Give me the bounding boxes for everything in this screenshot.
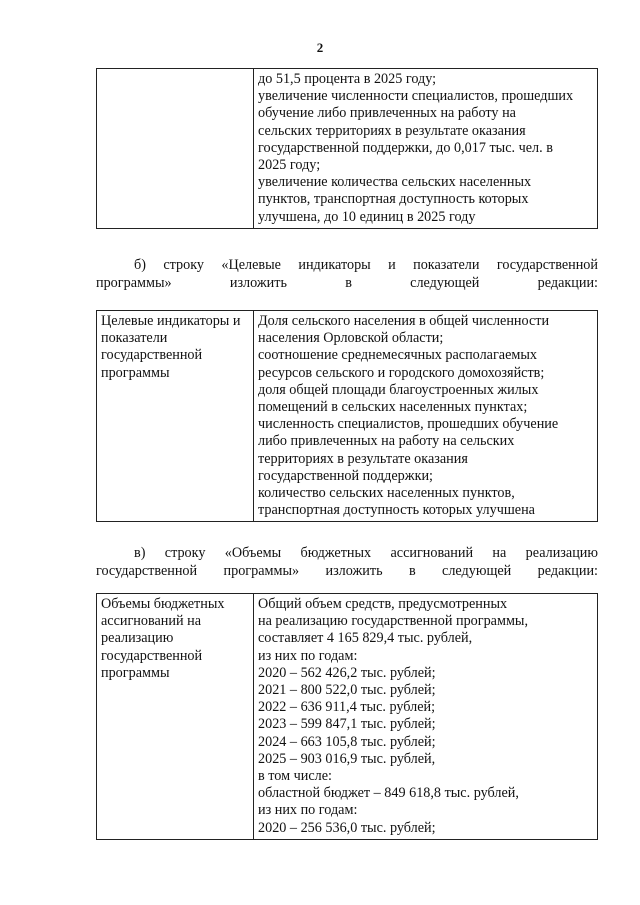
text-line: государственной bbox=[101, 347, 203, 364]
text-line: Доля сельского населения в общей численности bbox=[258, 313, 550, 329]
text-line: ресурсов сельского и городского домохозяйств; bbox=[258, 364, 545, 381]
text-line: государственной поддержки; bbox=[258, 467, 433, 484]
table-row bbox=[97, 594, 598, 840]
text-line: Объемы бюджетных bbox=[101, 596, 225, 612]
paragraph-line: в) строку «Объемы бюджетных ассигнований на реализацию bbox=[134, 545, 598, 561]
table-cell-left bbox=[97, 69, 254, 229]
text-line: реализацию bbox=[101, 630, 174, 647]
text-line: показатели bbox=[101, 330, 168, 347]
text-line: на реализацию государственной программы, bbox=[258, 613, 529, 630]
paragraph-line: б) строку «Целевые индикаторы и показатели государственной bbox=[134, 257, 598, 273]
text-line: помещений в сельских населенных пунктах; bbox=[258, 399, 528, 416]
table-cell-right bbox=[254, 69, 598, 229]
table-continuation bbox=[96, 68, 598, 229]
text-line: населения Орловской области; bbox=[258, 330, 444, 347]
text-line: Целевые индикаторы и bbox=[101, 313, 241, 329]
text-line: территориях в результате оказания bbox=[258, 450, 468, 467]
table-cell-left bbox=[97, 311, 254, 522]
table-budget bbox=[96, 593, 598, 840]
page-number: 2 bbox=[316, 40, 324, 55]
table-row bbox=[97, 311, 598, 522]
paragraph-line: программы» изложить в следующей редакции: bbox=[96, 274, 598, 291]
text-line: 2022 – 636 911,4 тыс. рублей; bbox=[258, 699, 436, 716]
table-cell-right bbox=[254, 311, 598, 522]
text-line: улучшена, до 10 единиц в 2025 году bbox=[258, 208, 476, 225]
text-line: до 51,5 процента в 2025 году; bbox=[258, 71, 437, 87]
text-line: ассигнований на bbox=[101, 613, 202, 630]
text-line: составляет 4 165 829,4 тыс. рублей, bbox=[258, 630, 473, 647]
text-line: увеличение количества сельских населенных bbox=[258, 174, 532, 191]
text-line: Общий объем средств, предусмотренных bbox=[258, 596, 508, 612]
text-line: из них по годам: bbox=[258, 647, 358, 664]
text-line: 2020 – 562 426,2 тыс. рублей; bbox=[258, 664, 436, 681]
text-line: программы bbox=[101, 664, 170, 681]
text-line: обучение либо привлеченных на работу на bbox=[258, 105, 516, 122]
text-line: в том числе: bbox=[258, 768, 332, 785]
text-line: 2024 – 663 105,8 тыс. рублей; bbox=[258, 733, 436, 750]
text-line: 2025 – 903 016,9 тыс. рублей, bbox=[258, 750, 436, 767]
text-line: 2023 – 599 847,1 тыс. рублей; bbox=[258, 716, 436, 733]
text-line: доля общей площади благоустроенных жилых bbox=[258, 381, 539, 398]
text-line: либо привлеченных на работу на сельских bbox=[258, 433, 515, 450]
text-line: областной бюджет – 849 618,8 тыс. рублей, bbox=[258, 785, 519, 802]
text-line: 2020 – 256 536,0 тыс. рублей; bbox=[258, 819, 436, 836]
text-line: программы bbox=[101, 364, 170, 381]
table-cell-right bbox=[254, 594, 598, 840]
text-line: из них по годам: bbox=[258, 802, 358, 819]
table-indicators bbox=[96, 310, 598, 522]
table-cell-left bbox=[97, 594, 254, 840]
text-line: государственной поддержки, до 0,017 тыс. чел. в bbox=[258, 139, 553, 156]
table-row bbox=[97, 69, 598, 229]
text-line: пунктов, транспортная доступность которых bbox=[258, 191, 529, 208]
text-line: государственной bbox=[101, 647, 203, 664]
paragraph-b bbox=[96, 257, 598, 292]
text-line: сельских территориях в результате оказания bbox=[258, 122, 526, 139]
paragraph-v bbox=[96, 545, 598, 580]
text-line: количество сельских населенных пунктов, bbox=[258, 485, 515, 502]
paragraph-line: государственной программы» изложить в следующей редакции: bbox=[96, 562, 598, 579]
text-line: 2025 году; bbox=[258, 157, 321, 174]
text-line: численность специалистов, прошедших обучение bbox=[258, 416, 559, 433]
text-line: 2021 – 800 522,0 тыс. рублей; bbox=[258, 682, 436, 699]
text-line: соотношение среднемесячных располагаемых bbox=[258, 347, 537, 364]
text-line: увеличение численности специалистов, прошедших bbox=[258, 88, 574, 105]
text-line: транспортная доступность которых улучшена bbox=[258, 502, 535, 519]
